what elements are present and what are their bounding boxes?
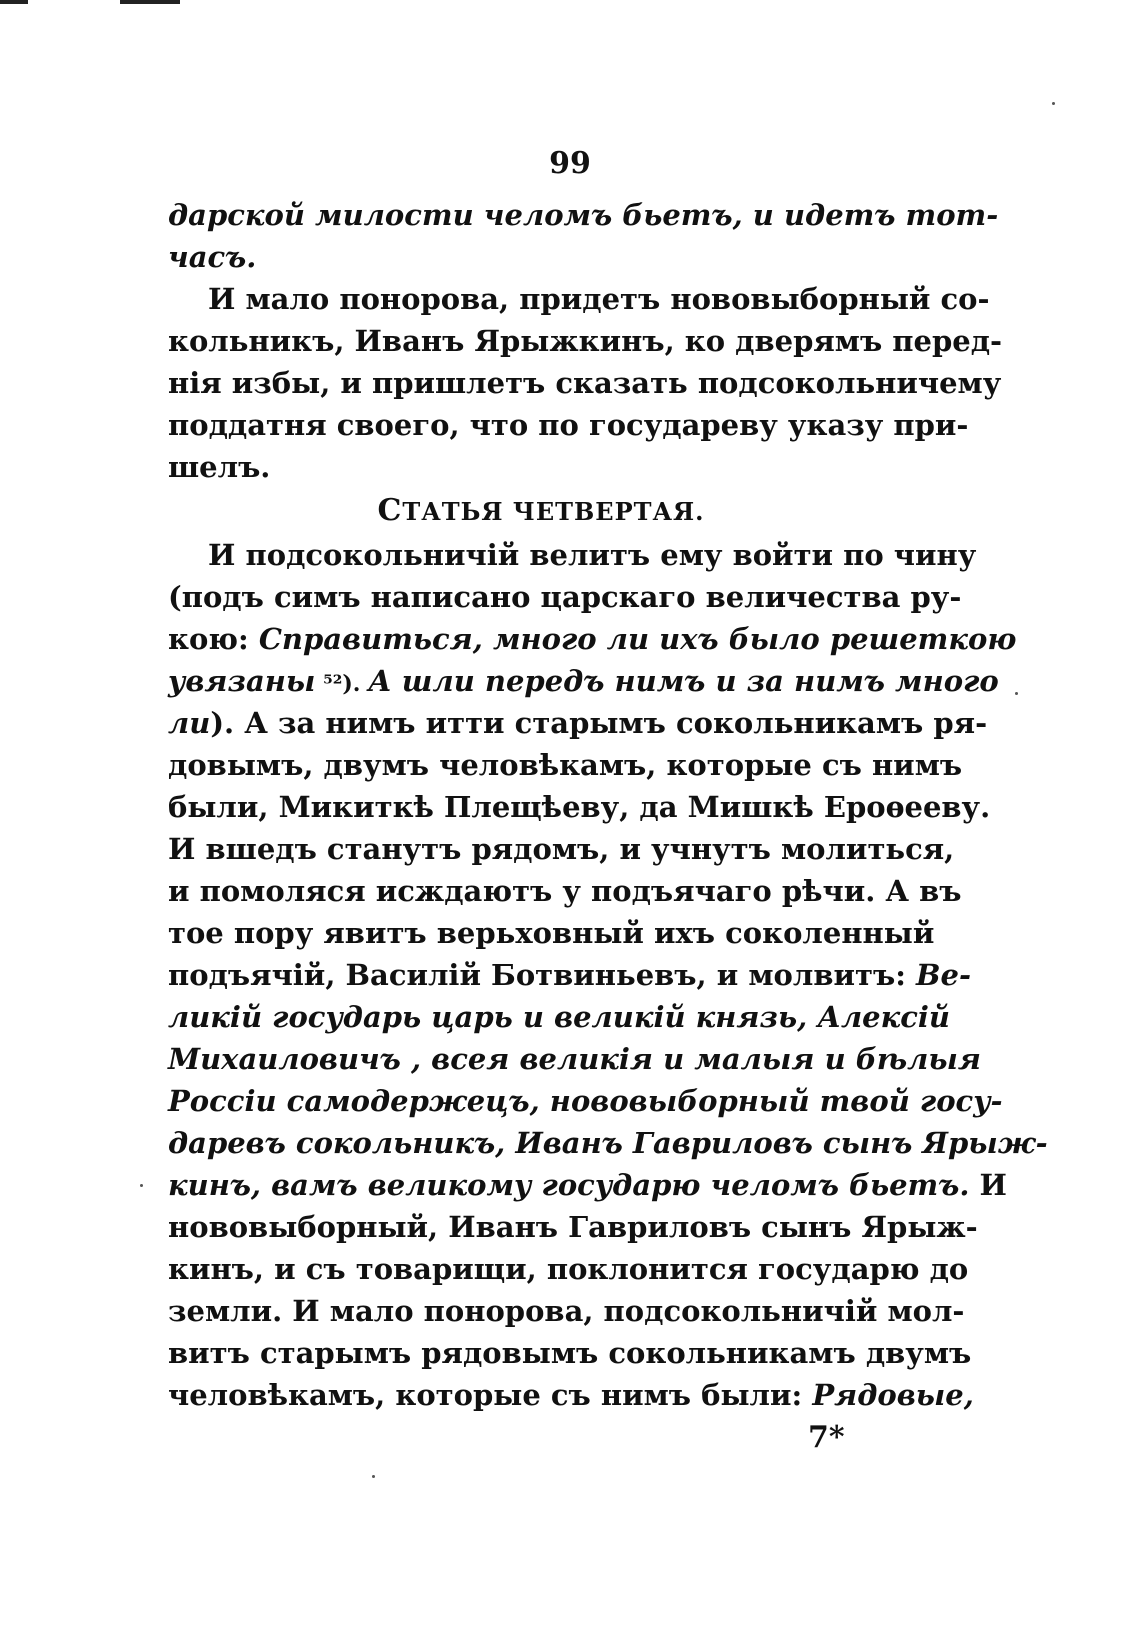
- text-run: И подсокольничій велитъ ему войти по чину: [208, 538, 977, 572]
- text-line: [168, 870, 962, 912]
- text-line: [168, 278, 990, 320]
- italic-run: Михаиловичъ , всея великія и малыя и бѣлыя: [168, 1042, 981, 1076]
- section-heading: [168, 488, 914, 534]
- text-run: витъ старымъ рядовымъ сокольникамъ двумъ: [168, 1336, 972, 1370]
- text-line: [168, 828, 955, 870]
- printer-signature: 7*: [808, 1420, 845, 1455]
- text-run: нововыборный, Иванъ Гавриловъ сынъ Ярыж-: [168, 1210, 978, 1244]
- text-line: [168, 404, 969, 446]
- text-run: нія избы, и пришлетъ сказать подсокольничему: [168, 366, 1002, 400]
- scan-speck: [1052, 102, 1055, 105]
- text-run: (подъ симъ написано царскаго величества ру-: [168, 580, 962, 614]
- italic-run: дарской милости челомъ бьетъ, и идетъ тот-: [168, 198, 999, 232]
- text-run: кою:: [168, 622, 259, 656]
- text-run: шелъ.: [168, 450, 271, 484]
- scan-top-mark: [0, 0, 28, 4]
- italic-run: кинъ, вамъ великому государю челомъ бьетъ.: [168, 1168, 970, 1202]
- text-run: подъячій, Василій Ботвиньевъ, и молвитъ:: [168, 958, 917, 992]
- text-line: [168, 954, 972, 996]
- italic-run: Рядовые,: [812, 1378, 974, 1412]
- italic-run: А шли передъ нимъ и за нимъ много: [368, 664, 999, 698]
- text-run: поддатня своего, что по государеву указу при-: [168, 408, 969, 442]
- text-line: [168, 618, 1017, 660]
- text-line: [168, 1122, 1048, 1164]
- text-run: и помоляся исждаютъ у подъячаго рѣчи. А въ: [168, 874, 962, 908]
- text-run: И мало понорова, придетъ нововыборный со-: [208, 282, 990, 316]
- text-run: кинъ, и съ товарищи, поклонится государю до: [168, 1252, 969, 1286]
- text-run: человѣкамъ, которые съ нимъ были:: [168, 1378, 813, 1412]
- text-line: [168, 362, 1002, 404]
- text-run: ). А за нимъ итти старымъ сокольникамъ ря-: [210, 706, 988, 740]
- text-run: довымъ, двумъ человѣкамъ, которые съ нимъ: [168, 748, 963, 782]
- text-run: были, Микиткѣ Плещѣеву, да Мишкѣ Ероѳееву.: [168, 790, 991, 824]
- text-line: [168, 1206, 978, 1248]
- text-line: [168, 1038, 981, 1080]
- italic-run: Справиться, много ли ихъ было решеткою: [258, 622, 1017, 656]
- scan-speck: [1015, 692, 1018, 695]
- text-line: [168, 912, 935, 954]
- italic-run: ликій государь царь и великій князь, Алексій: [168, 1000, 951, 1034]
- italic-run: даревъ сокольникъ, Иванъ Гавриловъ сынъ Ярыж-: [168, 1126, 1048, 1160]
- text-line: [168, 320, 1003, 362]
- italic-run: часъ.: [168, 240, 257, 274]
- text-line: [168, 744, 963, 786]
- body-text: [168, 194, 1048, 1416]
- text-line: [168, 534, 977, 576]
- text-run: И вшедъ станутъ рядомъ, и учнутъ молиться,: [168, 832, 955, 866]
- italic-run: ли: [168, 706, 211, 740]
- section-heading-rest: ТАТЬЯ ЧЕТВЕРТАЯ.: [402, 497, 705, 526]
- italic-run: увязаны: [168, 664, 316, 698]
- scan-top-mark: [120, 0, 180, 4]
- section-heading-initial: С: [377, 493, 403, 528]
- page-number: 99: [549, 146, 591, 181]
- italic-run: Россіи самодержецъ, нововыборный твой госу-: [168, 1084, 1003, 1118]
- text-line: [168, 1080, 1003, 1122]
- footnote-ref: ⁵²).: [315, 671, 369, 697]
- text-line: [168, 786, 991, 828]
- text-line: [168, 702, 988, 744]
- scan-speck: [372, 1475, 375, 1478]
- text-line: [168, 1164, 1007, 1206]
- text-line: [168, 576, 962, 618]
- text-run: И: [969, 1168, 1007, 1202]
- italic-run: Ве-: [916, 958, 972, 992]
- text-line: [168, 446, 914, 488]
- text-line: [168, 660, 999, 702]
- text-run: кольникъ, Иванъ Ярыжкинъ, ко дверямъ перед-: [168, 324, 1003, 358]
- text-line: [168, 1290, 965, 1332]
- text-line: [168, 236, 914, 278]
- text-line: [168, 996, 951, 1038]
- text-line: [168, 1374, 974, 1416]
- text-line: [168, 1332, 972, 1374]
- scan-speck: [140, 1184, 143, 1187]
- text-line: [168, 194, 999, 236]
- text-line: [168, 1248, 969, 1290]
- text-run: тое пору явитъ верьховный ихъ соколенный: [168, 916, 935, 950]
- text-run: земли. И мало понорова, подсокольничій мол-: [168, 1294, 965, 1328]
